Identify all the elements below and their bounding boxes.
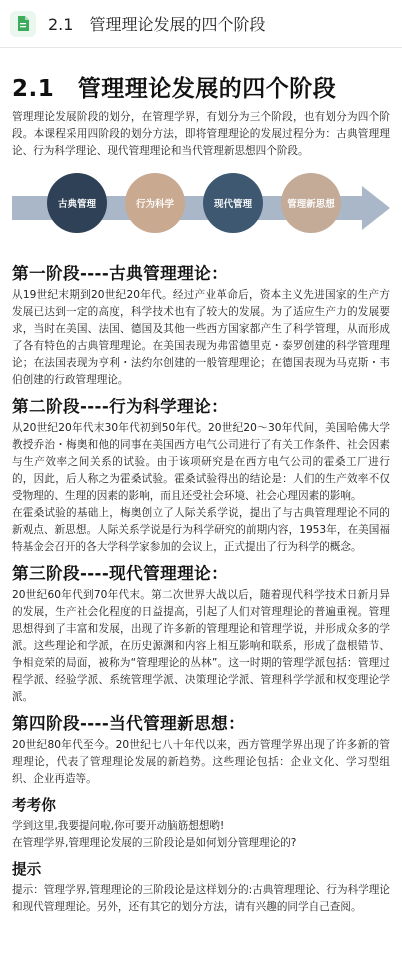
section-heading-stage-3: 第三阶段----现代管理理论： bbox=[12, 564, 229, 583]
hint-heading: 提示 bbox=[12, 861, 42, 878]
section-paragraph: 从20世纪20年代末30年代初到50年代。20世纪20～30年代间，美国哈佛大学教授乔治・梅奥和他的同事在美国西方电气公司进行了有关工作条件、社会因素与生产效率之间关系的试验。由于该项研究是在西方电气公司的霍桑工厂进行的，因此，后人称之为霍桑试验。霍桑试验得出的结论是：人们的生产效率不仅受物理的、生理的因素的影响，而且还受社会环境、社会心理因素的影响。 bbox=[12, 422, 390, 502]
stage-label: 现代管理 bbox=[213, 199, 252, 210]
section-paragraph: 20世纪60年代到70年代末。第二次世界大战以后，随着现代科学技术日新月异的发展，生产社会化程度的日益提高，引起了人们对管理理论的普遍重视。管理思想得到了丰富和发展，出现了许多新的管理理论和管理学说，并形成众多的学派。这些理论和学派，在历史源渊和内容上相互影响和联系，形成了盘根错节、争相竞荣的局面，被称为“管理理论的丛林”。这一时期的管理学派包括：管理过程学派、经验学派、系统管理学派、决策理论学派、管理科学学派和权变理论学派。 bbox=[12, 589, 390, 703]
section-heading-stage-4: 第四阶段----当代管理新思想： bbox=[12, 714, 246, 733]
stage-circle-classical bbox=[47, 173, 107, 233]
stages-diagram bbox=[12, 168, 390, 256]
document-icon[interactable] bbox=[10, 11, 36, 37]
quiz-line: 在管理学界,管理理论发展的三阶段论是如何划分管理理论的? bbox=[12, 837, 297, 849]
article-body bbox=[0, 48, 402, 916]
section-paragraph: 在霍桑试验的基础上，梅奥创立了人际关系学说，提出了与古典管理理论不同的新观点、新思想。人际关系学说是行为科学研究的前期内容，1953年，在美国福特基金会召开的各大学科学家参加的会议上，正式提出了行为科学的概念。 bbox=[12, 507, 390, 553]
quiz-line: 学到这里,我要提问啦,你可要开动脑筋想想哟! bbox=[12, 820, 225, 832]
hint-text: 提示：管理学界,管理理论的三阶段论是这样划分的:古典管理理论、行为科学理论和现代管理理论。另外，还有其它的划分方法，请有兴趣的同学自己查阅。 bbox=[12, 884, 390, 913]
intro-paragraph: 管理理论发展阶段的划分，在管理学界，有划分为三个阶段，也有划分为四个阶段。本课程采用四阶段的划分方法，即将管理理论的发展过程分为：古典管理理论、行为科学理论、现代管理理论和当代管理新思想四个阶段。 bbox=[12, 111, 390, 157]
stage-label: 古典管理 bbox=[57, 199, 96, 210]
section-paragraph: 20世纪80年代至今。20世纪七八十年代以来，西方管理学界出现了许多新的管理理论，代表了管理理论发展的新趋势。这些理论包括：企业文化、学习型组织、企业再造等。 bbox=[12, 739, 390, 785]
stage-label: 管理新思想 bbox=[287, 199, 335, 210]
section-paragraph: 从19世纪末期到20世纪20年代。经过产业革命后，资本主义先进国家的生产方发展已达到一定的高度，科学技术也有了较大的发展。为了适应生产力的发展要求，当时在美国、法国、德国及其他一些西方国家都产生了科学管理，从而形成了各有特色的古典管理理论。在美国表现为弗雷德里克・泰罗创建的科学管理理论；在法国表现为亨利・法约尔创建的一般管理理论；在德国表现为马克斯・韦伯创建的行政管理理论。 bbox=[12, 289, 390, 386]
stage-circle-modern bbox=[203, 173, 263, 233]
section-heading-stage-1: 第一阶段----古典管理理论： bbox=[12, 264, 229, 283]
document-title: 2.1 管理理论发展的四个阶段 bbox=[48, 15, 266, 34]
page-title: 2.1 管理理论发展的四个阶段 bbox=[12, 76, 337, 102]
quiz-heading: 考考你 bbox=[12, 797, 56, 814]
stage-label: 行为科学 bbox=[135, 199, 174, 210]
stage-circle-behavioral bbox=[125, 173, 185, 233]
top-bar bbox=[0, 0, 402, 48]
stage-circle-new-thought bbox=[281, 173, 341, 233]
section-heading-stage-2: 第二阶段----行为科学理论： bbox=[12, 397, 229, 416]
